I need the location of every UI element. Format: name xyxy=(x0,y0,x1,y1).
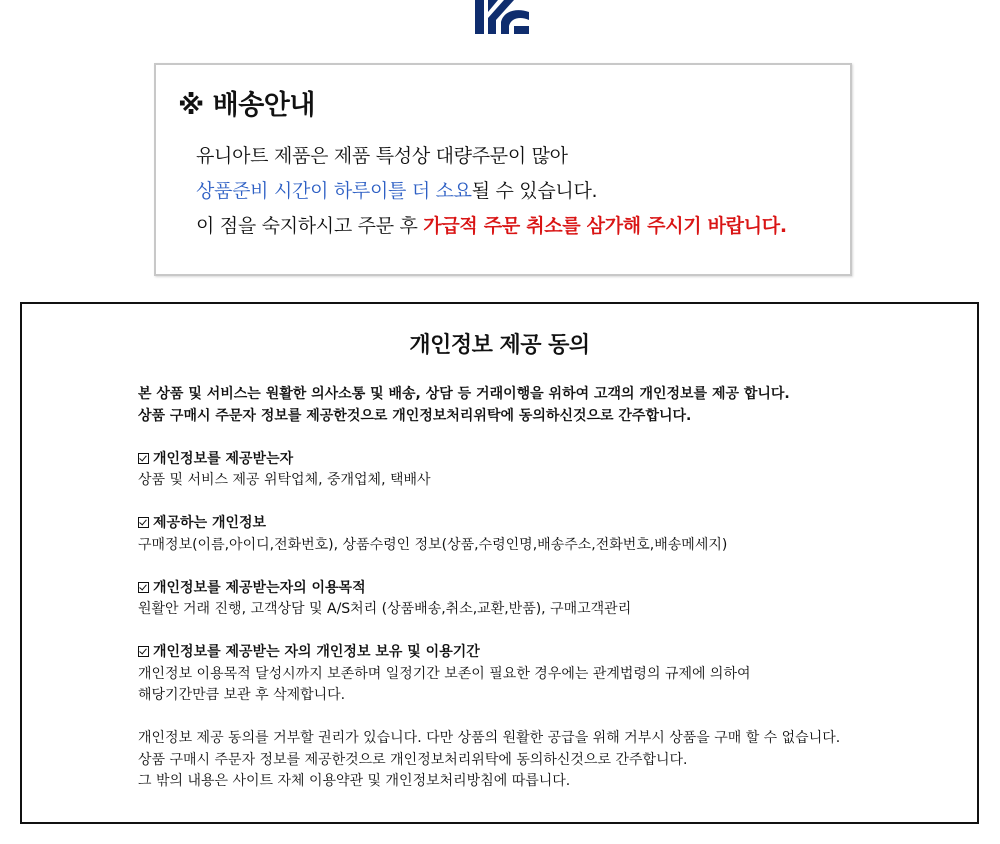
shipping-notice-line-2 xyxy=(196,176,597,203)
footer-text: 그 밖의 내용은 사이트 자체 이용약관 및 개인정보처리방침에 따릅니다. xyxy=(138,773,571,789)
checkbox-checked-icon xyxy=(138,646,149,657)
prep-time-rest: 될 수 있습니다. xyxy=(471,180,598,202)
prep-time-highlight: 상품준비 시간이 하루이틀 더 소요 xyxy=(196,180,472,202)
shipping-notice-title: ※ 배송안내 xyxy=(178,90,315,121)
section-heading: 개인정보를 제공받는자 xyxy=(153,450,294,467)
section-text: 구매정보(이름,아이디,전화번호), 상품수령인 정보(상품,수령인명,배송주소,전화번호,배송메세지) xyxy=(138,536,728,553)
consent-intro-line: 본 상품 및 서비스는 원활한 의사소통 및 배송, 상담 등 거래이행을 위하여 고객의 개인정보를 제공 합니다. xyxy=(138,386,790,402)
shipping-notice-box xyxy=(154,63,852,276)
section-heading: 개인정보를 제공받는 자의 개인정보 보유 및 이용기간 xyxy=(153,644,480,660)
section-heading: 제공하는 개인정보 xyxy=(153,515,267,531)
consent-intro-line: 상품 구매시 주문자 정보를 제공한것으로 개인정보처리위탁에 동의하신것으로 간주합니다. xyxy=(138,407,692,424)
privacy-consent-title: 개인정보 제공 동의 xyxy=(409,333,590,358)
shipping-notice-line-1: 유니아트 제품은 제품 특성상 대량주문이 많아 xyxy=(196,145,568,167)
section-heading: 개인정보를 제공받는자의 이용목적 xyxy=(153,579,366,596)
shipping-notice-line-3 xyxy=(196,211,787,238)
footer-text: 상품 구매시 주문자 정보를 제공한것으로 개인정보처리위탁에 동의하신것으로 간주합니다. xyxy=(138,751,688,768)
privacy-consent-body xyxy=(138,384,840,793)
consent-footer xyxy=(138,728,840,793)
consent-section-purpose xyxy=(138,578,840,621)
section-text: 상품 및 서비스 제공 위탁업체, 중개업체, 택배사 xyxy=(138,472,431,488)
checkbox-checked-icon xyxy=(138,582,149,593)
footer-text: 개인정보 제공 동의를 거부할 권리가 있습니다. 다만 상품의 원활한 공급을 위해 거부시 상품을 구매 할 수 없습니다. xyxy=(138,730,841,746)
privacy-consent-box xyxy=(20,302,979,824)
consent-section-retention xyxy=(138,642,840,707)
section-text: 해당기간만큼 보관 후 삭제합니다. xyxy=(138,687,346,703)
checkbox-checked-icon xyxy=(138,517,149,528)
consent-intro xyxy=(138,384,840,427)
section-text: 개인정보 이용목적 달성시까지 보존하며 일정기간 보존이 필요한 경우에는 관계법령의 규제에 의하여 xyxy=(138,665,751,682)
section-text: 원활안 거래 진행, 고객상담 및 A/S처리 (상품배송,취소,교환,반품), 구매고객관리 xyxy=(138,601,632,617)
checkbox-checked-icon xyxy=(138,453,149,464)
cancel-warning-highlight: 가급적 주문 취소를 삼가해 주시기 바랍니다. xyxy=(423,215,787,237)
consent-section-provided-info xyxy=(138,513,840,556)
consent-section-recipient xyxy=(138,449,840,492)
brand-logo-icon xyxy=(474,0,530,34)
cancel-warning-prefix: 이 점을 숙지하시고 주문 후 xyxy=(196,215,424,237)
